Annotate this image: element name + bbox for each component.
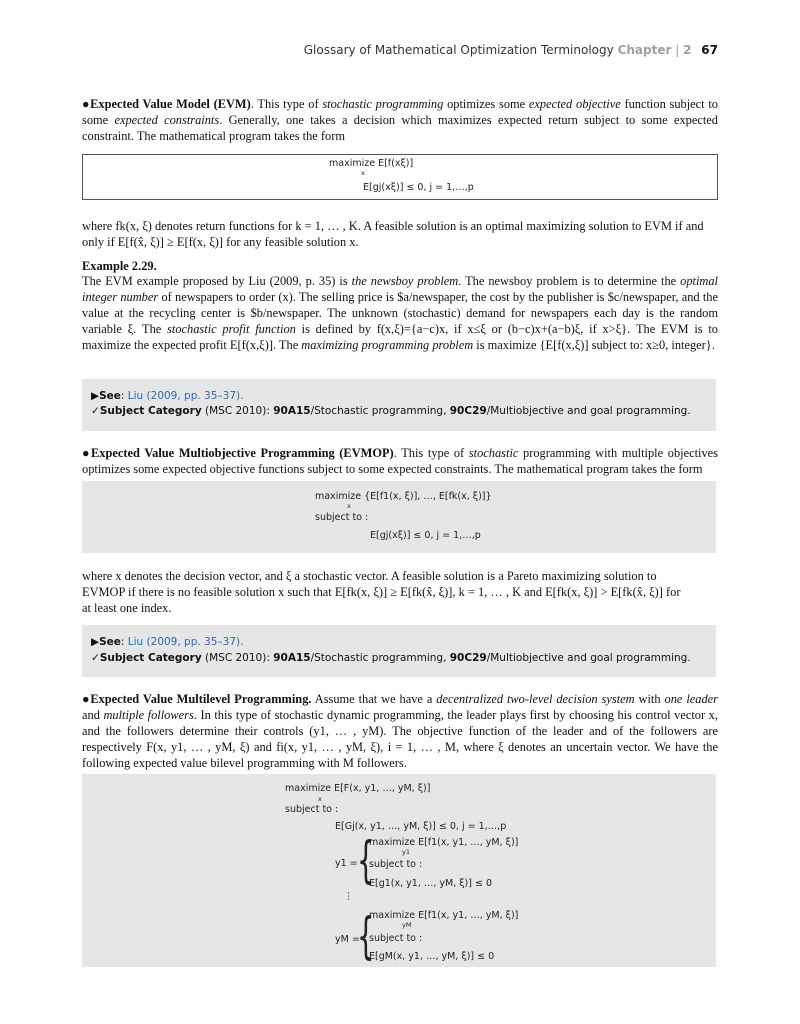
text: stochastic — [468, 446, 519, 460]
evmop-where-line-1: where x denotes the decision vector, and ξ a stochastic vector. A feasible solution is a Pareto maximizing solution to — [82, 569, 657, 583]
bullet: ● — [82, 692, 91, 706]
y1-objective: maximize E[f1(x, y1, …, yM, ξ)] — [369, 837, 519, 848]
msc-code: 90A15 — [273, 652, 311, 664]
example-title: Example 2.29. — [82, 259, 157, 273]
text: maximizing programming problem — [301, 338, 474, 352]
msc-code: 90A15 — [273, 405, 311, 417]
text: one leader — [664, 692, 718, 706]
evmop-formula-box — [82, 481, 716, 553]
see-label: See — [99, 390, 121, 402]
see-label: See — [99, 636, 121, 648]
evm-where-line-1: where fk(x, ξ) denotes return functions for k = 1, … , K. A feasible solution is an optimal maximizing solution to EVM if and — [82, 219, 704, 233]
evmlp-objective: maximize E[F(x, y1, …, yM, ξ)] — [285, 783, 431, 794]
evmlp-formula-box — [82, 774, 716, 967]
msc-code: 90C29 — [449, 652, 487, 664]
subject-label: Subject Category — [99, 405, 202, 417]
evm-objective-sub: x — [361, 169, 365, 177]
text: stochastic programming — [322, 97, 444, 111]
text: multiple followers — [103, 708, 194, 722]
evm-see-line: ▶See: Liu (2009, pp. 35–37). — [91, 390, 244, 402]
evmlp-objective-sub: x — [318, 795, 322, 803]
text: and — [82, 708, 104, 722]
see-reference-link[interactable]: Liu (2009, pp. 35–37). — [127, 390, 244, 402]
subject-label: Subject Category — [99, 652, 202, 664]
text: (MSC 2010): — [201, 405, 274, 417]
text: Assume that we have a — [311, 692, 437, 706]
yM-objective-sub: yM — [402, 921, 412, 929]
triangle-icon: ▶ — [91, 390, 100, 402]
text: expected constraints — [114, 113, 220, 127]
text: . Generally, one takes a decision which maximizes expected return subject to some expected constraint. The mathematical program takes the form — [82, 113, 718, 143]
text: optimal integer number — [82, 274, 718, 304]
evmop-term: Expected Value Multiobjective Programming (EVMOP) — [91, 446, 394, 460]
evm-where-line-2: only if E[f(x̂, ξ)] ≥ E[f(x, ξ)] for any feasible solution x. — [82, 235, 359, 249]
evm-definition — [82, 96, 718, 144]
evmlp-constraint: E[Gj(x, y1, …, yM, ξ)] ≤ 0, j = 1,…,p — [335, 821, 507, 832]
evmop-objective-sub: x — [347, 502, 351, 510]
vertical-dots: ⋮ — [344, 891, 354, 902]
evm-objective: maximize E[f(xξ)] — [329, 158, 414, 169]
text: /Stochastic programming, — [310, 405, 450, 417]
example-body — [82, 273, 718, 353]
text: (MSC 2010): — [201, 652, 274, 664]
text: . The newsboy problem is to determine the — [458, 274, 681, 288]
evmop-objective: maximize {E[f1(x, ξ)], …, E[fk(x, ξ)]} — [315, 491, 492, 502]
yM-objective: maximize E[f1(x, y1, …, yM, ξ)] — [369, 910, 519, 921]
text: expected objective — [528, 97, 621, 111]
text: is maximize {E[f(x,ξ)] subject to: x≥0, integer}. — [473, 338, 715, 352]
bullet: ● — [82, 446, 92, 460]
left-brace-icon: { — [357, 907, 375, 965]
text: the newsboy problem — [351, 274, 459, 288]
header-separator: | — [675, 43, 680, 57]
evmlp-term: Expected Value Multilevel Programming. — [90, 692, 312, 706]
msc-code: 90C29 — [449, 405, 487, 417]
text: . This type of — [250, 97, 323, 111]
evmop-where-line-3: at least one index. — [82, 601, 172, 615]
evm-formula-box — [82, 154, 718, 200]
y1-lhs: y1 = — [335, 858, 358, 869]
evmlp-definition — [82, 691, 718, 771]
evm-subject-line — [91, 405, 691, 417]
header-chapter-number: 2 — [683, 43, 692, 57]
text: . In this type of stochastic dynamic programming, the leader plays first by choosing his control vector x, and the followers determine their controls (y1, … , yM). The objective function of the leader and of the followers are respectively F(x, y1, … , yM, ξ) and fi(x, y1, … , yM, ξ), i = 1, … , M, where ξ denotes an uncertain vector. We have the following expected value bilevel programming with M followers. — [82, 708, 718, 770]
header-chapter-label: Chapter — [617, 43, 672, 57]
text: with — [634, 692, 665, 706]
checkmark-icon: ✓ — [91, 652, 100, 664]
y1-constraint: E[g1(x, y1, …, yM, ξ)] ≤ 0 — [369, 878, 493, 889]
text: /Stochastic programming, — [310, 652, 450, 664]
yM-subject-to: subject to : — [369, 933, 423, 944]
evmop-see-box — [82, 625, 716, 677]
evm-constraint: E[gj(xξ)] ≤ 0, j = 1,…,p — [363, 182, 474, 193]
header-title: Glossary of Mathematical Optimization Terminology — [303, 43, 614, 57]
text: is defined by f(x,ξ)={a−c)x, if x≤ξ or (b−c)x+(a−b)ξ, if x>ξ}. The EVM is to maximize the expected profit E[f(x,ξ)]. The — [82, 322, 718, 352]
yM-lhs: yM = — [335, 934, 360, 945]
yM-constraint: E[gM(x, y1, …, yM, ξ)] ≤ 0 — [369, 951, 495, 962]
left-brace-icon: { — [357, 831, 375, 889]
evmop-definition — [82, 445, 718, 477]
y1-subject-to: subject to : — [369, 859, 423, 870]
page-number: 67 — [701, 43, 718, 57]
see-reference-link[interactable]: Liu (2009, pp. 35–37). — [127, 636, 244, 648]
text: The EVM example proposed by Liu (2009, p. 35) is — [82, 274, 352, 288]
text: . This type of — [393, 446, 469, 460]
running-header — [304, 43, 718, 57]
evmop-see-line: ▶See: Liu (2009, pp. 35–37). — [91, 636, 244, 648]
y1-objective-sub: y1 — [402, 848, 410, 856]
evm-term: Expected Value Model (EVM) — [90, 97, 251, 111]
text: programming with multiple objectives optimizes some expected objective functions subject to some expected constraints. The mathematical program takes the form — [82, 446, 718, 476]
text: decentralized two-level decision system — [436, 692, 635, 706]
bullet: ● — [82, 97, 91, 111]
text: function subject to some — [82, 97, 718, 127]
checkmark-icon: ✓ — [91, 405, 100, 417]
text: /Multiobjective and goal programming. — [486, 405, 691, 417]
text: stochastic profit function — [167, 322, 296, 336]
text: /Multiobjective and goal programming. — [486, 652, 691, 664]
text: optimizes some — [443, 97, 529, 111]
triangle-icon: ▶ — [91, 636, 100, 648]
text: of newspapers to order (x). The selling price is $a/newspaper, the cost by the publisher is $c/newspaper, and the value at the recycling center is $b/newspaper. The unknown (stochastic) demand for newspapers each day is the random variable ξ. The — [82, 290, 718, 336]
evmop-where-line-2: EVMOP if there is no feasible solution x such that E[fk(x, ξ)] ≥ E[fk(x̂, ξ)], k = 1, … , K and E[fk(x, ξ)] > E[fk(x̂, ξ)] for — [82, 585, 681, 599]
evmop-subject-line — [91, 652, 691, 664]
evmop-subject-to: subject to : — [315, 512, 369, 523]
evmlp-subject-to: subject to : — [285, 804, 339, 815]
evmop-constraint: E[gj(xξ)] ≤ 0, j = 1,…,p — [370, 530, 481, 541]
